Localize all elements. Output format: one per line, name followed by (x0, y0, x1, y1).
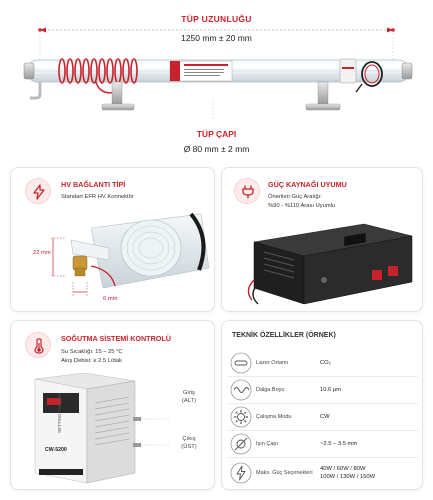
wave-icon (230, 379, 252, 401)
spec-row (228, 403, 418, 430)
spec-value (320, 465, 418, 481)
spec-value-line2: 100W / 130W / 150W (320, 473, 376, 480)
tube-length-title: TÜP UZUNLUĞU (181, 14, 252, 24)
power-supply-card (221, 167, 423, 312)
gear-icon (230, 406, 252, 428)
outlet-label: Çıkış (ÜST) (181, 436, 197, 450)
spec-value: 10.6 µm (320, 387, 342, 393)
chiller-model-label: CW-5200 (45, 447, 67, 453)
ps-card-title: GÜÇ KAYNAĞI UYUMU (268, 180, 347, 189)
hv-card-subtitle: Standart EFR HV Konnektör (61, 194, 134, 200)
tube-length-value: 1250 mm ± 20 mm (181, 33, 252, 43)
spec-row (228, 457, 418, 487)
cooling-card-line2: Akış Debisi: ≥ 2.5 L/dak (61, 358, 122, 364)
spec-value-line1: 40W / 60W / 80W (320, 465, 366, 472)
beam-diameter-icon (230, 433, 252, 455)
tube-diameter-title: TÜP ÇAPI (196, 129, 237, 139)
chiller-brand-label: SETTING TARGEM (57, 393, 62, 433)
tube-dimension-section (0, 0, 433, 160)
spec-label: Dalga Boyu (256, 387, 285, 393)
hv-connector-illustration (51, 208, 211, 308)
laser-medium-icon (230, 352, 252, 374)
tech-specs-card (221, 320, 423, 490)
spec-value: ~2.5 – 3.5 mm (320, 441, 358, 447)
power-supply-illustration (244, 220, 416, 308)
spec-label: Işın Çapı (256, 441, 279, 447)
chiller-illustration (25, 373, 143, 485)
inlet-label: Giriş (ALT) (181, 390, 197, 404)
power-plug-icon (234, 178, 260, 204)
hv-card-title: HV BAĞLANTI TİPİ (61, 180, 126, 189)
spec-card-title: TEKNİK ÖZELLİKLER (ÖRNEK) (232, 332, 336, 339)
spec-label: Lazer Ortamı (256, 359, 289, 366)
ps-card-line1: Önerilen Güç Aralığı: (268, 194, 322, 200)
spec-label: Maks. Güç Seçenekleri (256, 469, 313, 476)
cooling-card-title: SOĞUTMA SİSTEMİ KONTROLÜ (61, 334, 171, 343)
ps-card-line2: %90 - %110 Arası Uyumlu (268, 203, 336, 209)
cooling-system-card (10, 320, 215, 490)
spec-row (228, 430, 418, 457)
tube-diameter-value: Ø 80 mm ± 2 mm (183, 144, 250, 154)
hv-height-dimension: 22 mm (33, 250, 51, 256)
lightning-bolt-icon (25, 178, 51, 204)
spec-label: Çalışma Modu (256, 414, 292, 420)
spec-row (228, 349, 418, 376)
cooling-card-line1: Su Sıcaklığı: 15 – 25 °C (61, 349, 123, 355)
spec-value: CO₂ (320, 359, 331, 366)
spec-table (228, 349, 418, 487)
spec-value: CW (320, 414, 330, 420)
thermometer-icon (25, 332, 51, 358)
spec-row (228, 376, 418, 403)
hv-width-dimension: 6 mm (103, 296, 118, 302)
laser-tube-illustration (0, 20, 433, 130)
power-lightning-icon (230, 462, 252, 484)
hv-connection-card (10, 167, 215, 312)
